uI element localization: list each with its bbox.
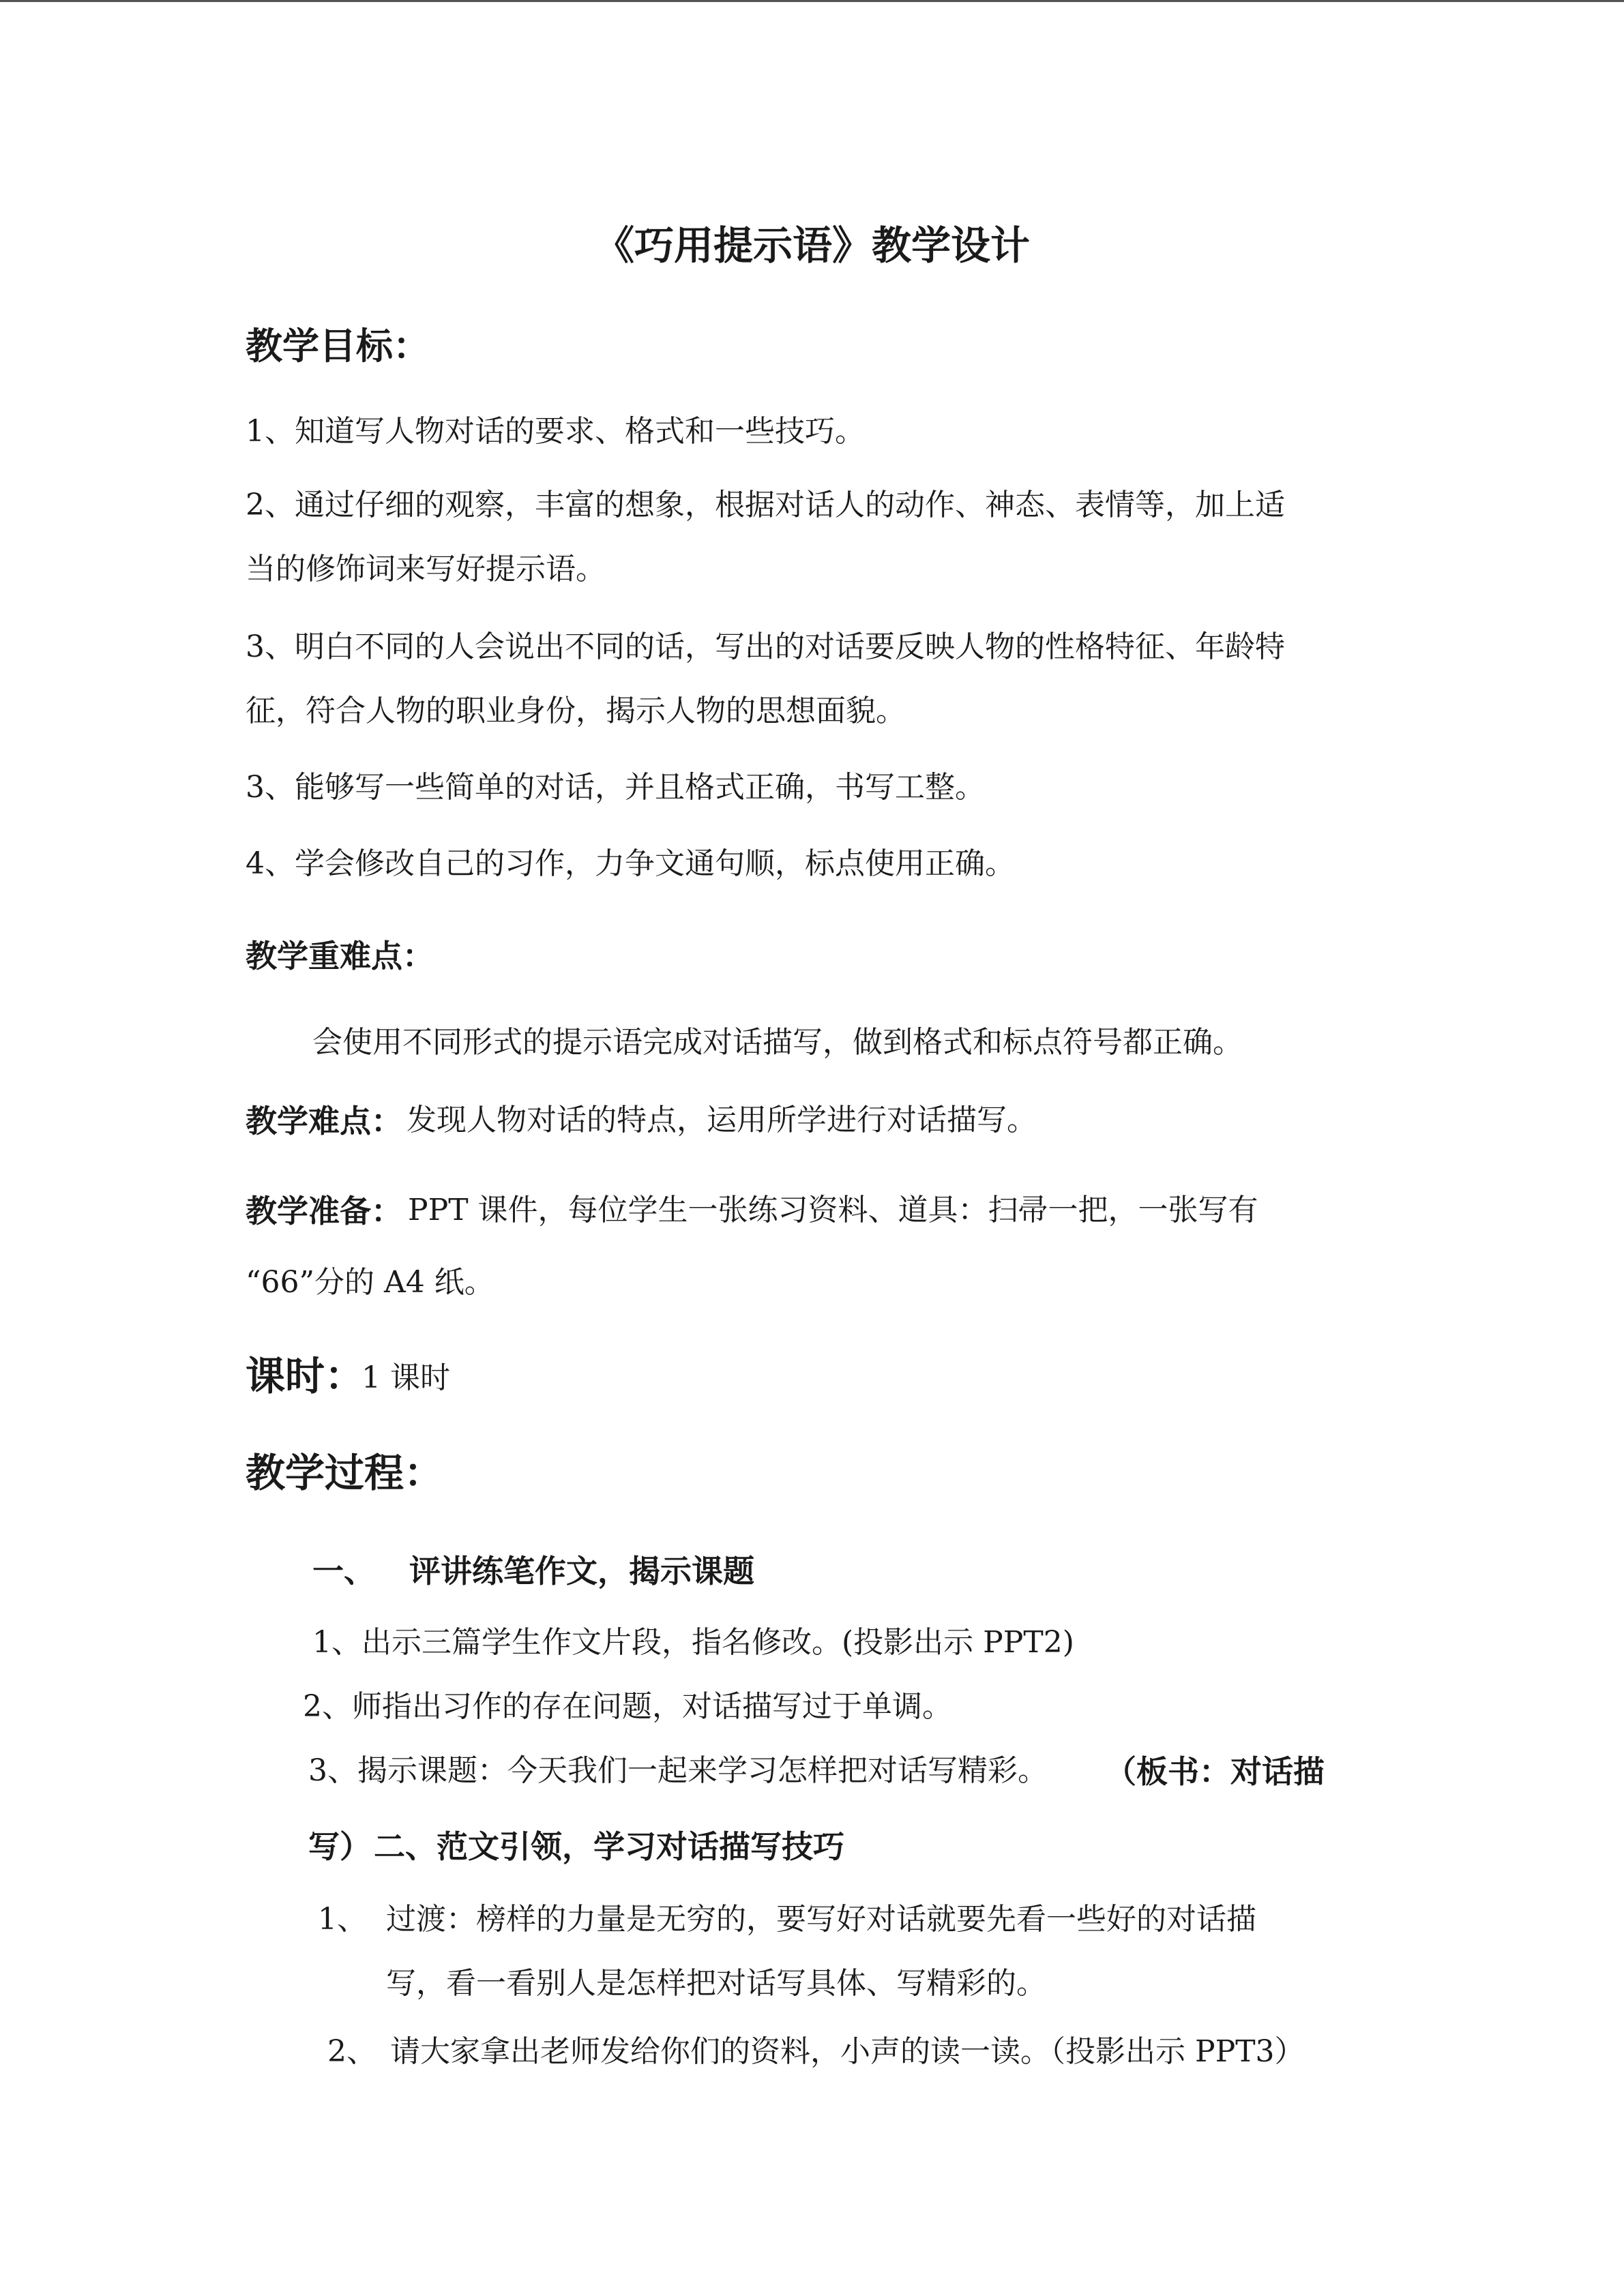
objective-line-1: 1、知道写人物对话的要求、格式和一些技巧。	[246, 414, 865, 449]
process-heading: 教学过程：	[246, 1450, 444, 1496]
section2-item1-line1: 过渡：榜样的力量是无穷的，要写好对话就要先看一些好的对话描	[386, 1902, 1256, 1937]
document-title: 《巧用提示语》教学设计	[595, 222, 1031, 269]
difficulty-text: 发现人物对话的特点，运用所学进行对话描写。	[407, 1103, 1037, 1137]
section1-item-3: 3、揭示课题：今天我们一起来学习怎样把对话写精彩。	[308, 1753, 1048, 1788]
lesson-time-label: 课时：	[246, 1353, 365, 1399]
section2-item2-number: 2、	[327, 2034, 377, 2069]
key-points-heading: 教学重难点：	[246, 938, 434, 974]
section2-item2-line1: 请大家拿出老师发给你们的资料，小声的读一读。（投影出示 PPT3）	[390, 2034, 1305, 2069]
key-points-text: 会使用不同形式的提示语完成对话描写，做到格式和标点符号都正确。	[312, 1025, 1243, 1060]
section1-number: 一、	[312, 1553, 375, 1590]
board-note-line1: （板书：对话描	[1105, 1753, 1325, 1790]
preparation-text-line2: “66”分的 A4 纸。	[246, 1265, 494, 1300]
objective-line-2: 2、通过仔细的观察，丰富的想象，根据对话人的动作、神态、表情等，加上适	[246, 488, 1285, 522]
objective-line-7: 4、学会修改自己的习作，力争文通句顺，标点使用正确。	[246, 846, 1015, 881]
objective-line-3: 当的修饰词来写好提示语。	[246, 552, 606, 586]
difficulty-label: 教学难点：	[246, 1103, 402, 1139]
objectives-heading: 教学目标：	[246, 325, 430, 368]
lesson-time-text: 1 课时	[361, 1360, 450, 1395]
section1-title: 评讲练笔作文，揭示课题	[409, 1553, 754, 1590]
preparation-label: 教学准备：	[246, 1193, 402, 1229]
section2-title: 二、范文引领，学习对话描写技巧	[374, 1828, 844, 1865]
preparation-text-line1: PPT 课件，每位学生一张练习资料、道具：扫帚一把，一张写有	[408, 1193, 1258, 1227]
objective-line-5: 征，符合人物的职业身份，揭示人物的思想面貌。	[246, 694, 906, 728]
section2-item1-number: 1、	[318, 1902, 367, 1937]
objective-line-6: 3、能够写一些简单的对话，并且格式正确，书写工整。	[246, 770, 985, 805]
board-note-line2: 写）	[308, 1828, 371, 1865]
section1-item-1: 1、出示三篇学生作文片段，指名修改。(投影出示 PPT2)	[312, 1625, 1074, 1660]
section2-item1-line2: 写，看一看别人是怎样把对话写具体、写精彩的。	[386, 1966, 1046, 2001]
objective-line-4: 3、明白不同的人会说出不同的话，写出的对话要反映人物的性格特征、年龄特	[246, 629, 1285, 664]
section1-item-2: 2、师指出习作的存在问题，对话描写过于单调。	[303, 1689, 952, 1724]
